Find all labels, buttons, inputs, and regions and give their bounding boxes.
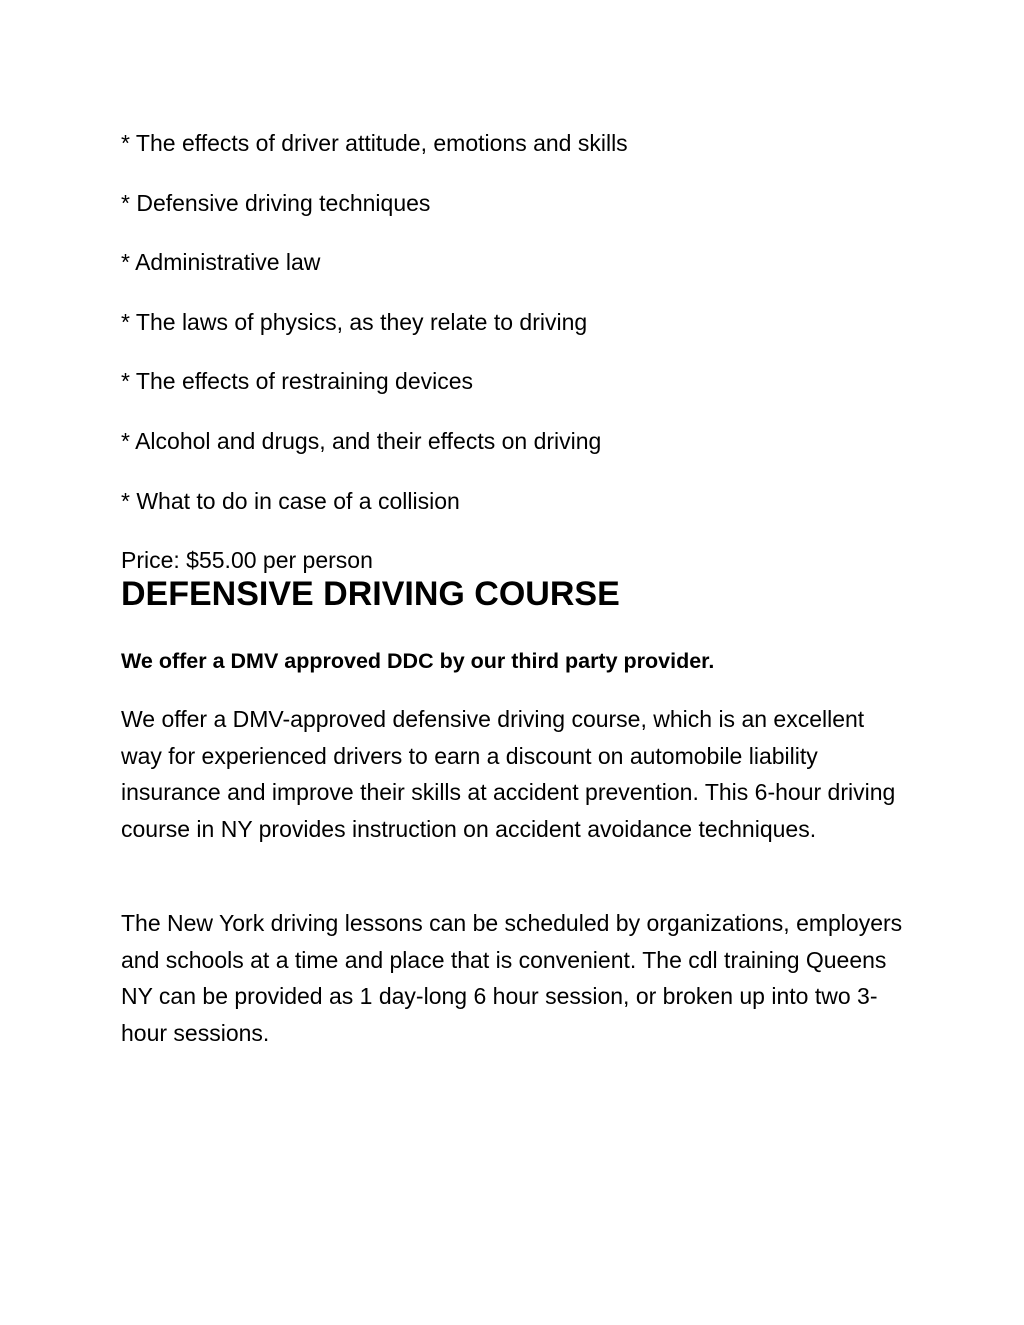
section-subtitle: We offer a DMV approved DDC by our third party provider. — [121, 649, 715, 673]
scheduling-paragraph: The New York driving lessons can be scheduled by organizations, employers and schools at a time and place that is convenient. The cdl training Queens NY can be provided as 1 day-long 6 hour session, or broken up into two 3-hour sessions. — [121, 910, 903, 1046]
list-item: * The effects of driver attitude, emotions and skills — [121, 130, 628, 156]
list-item: * Alcohol and drugs, and their effects on driving — [121, 427, 602, 454]
price-text: Price: $55.00 per person — [121, 547, 373, 573]
page-title: DEFENSIVE DRIVING COURSE — [121, 575, 620, 613]
list-item: * The laws of physics, as they relate to driving — [121, 308, 588, 335]
intro-paragraph: We offer a DMV-approved defensive driving course, which is an excellent way for experienced drivers to earn a discount on automobile liability insurance and improve their skills at accident prevention. This 6-hour driving course in NY provides instruction on accident avoidance techniques. — [121, 706, 896, 842]
list-item: * Defensive driving techniques — [121, 189, 431, 216]
list-item: * Administrative law — [121, 249, 321, 276]
topic-list — [121, 128, 628, 545]
list-item: * What to do in case of a collision — [121, 487, 460, 514]
list-item: * The effects of restraining devices — [121, 368, 474, 395]
